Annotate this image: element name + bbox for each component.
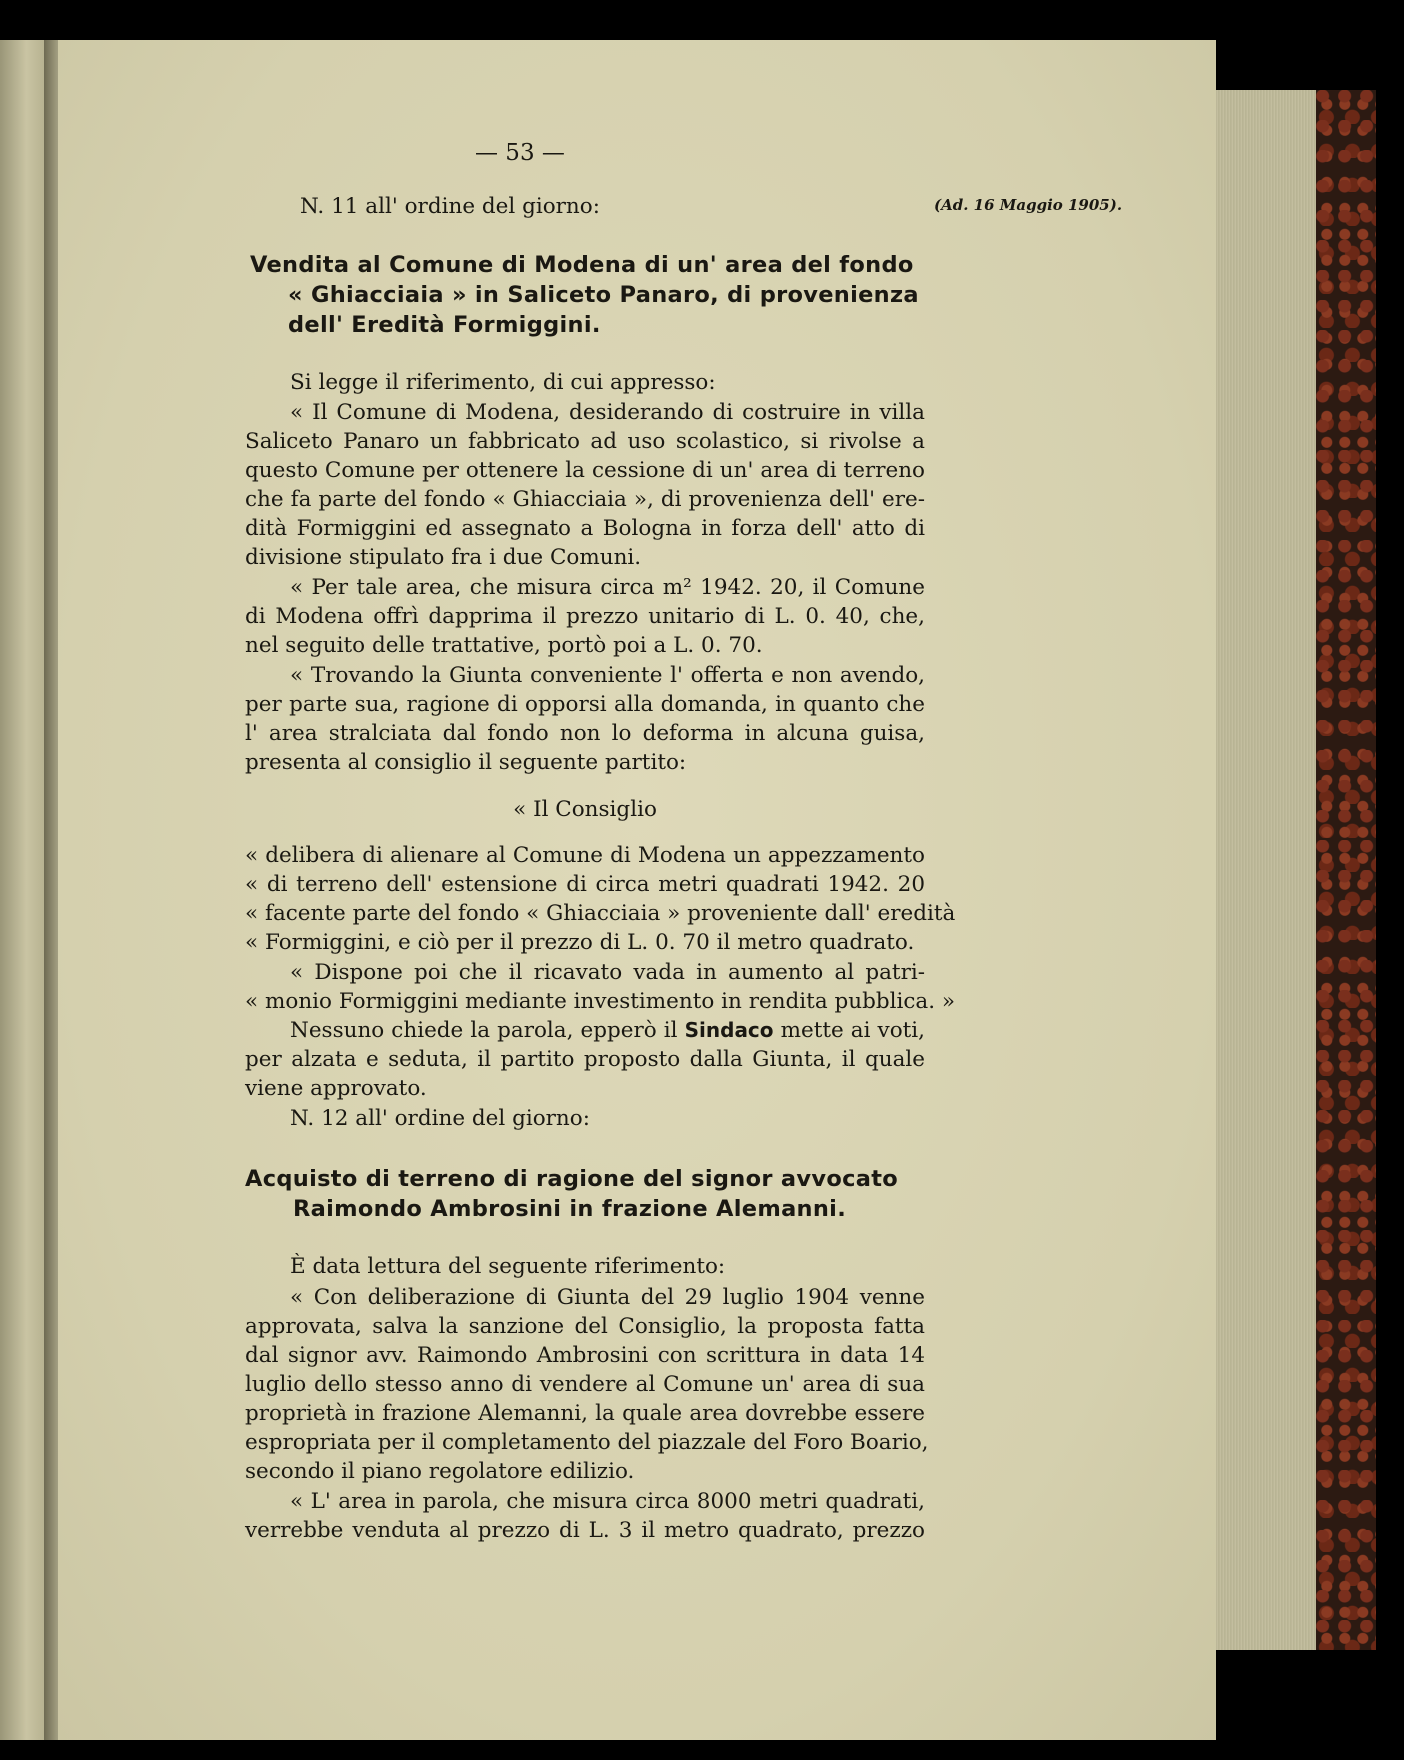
resolution-line: « monio Formiggini mediante investimento in rendita pubblica. » <box>245 989 956 1014</box>
council-heading: « Il Consiglio <box>513 797 657 822</box>
agenda-item-label: N. 11 all' ordine del giorno: <box>300 194 600 219</box>
paragraph-line: « L' area in parola, che misura circa 8000 metri quadrati, <box>290 1489 925 1514</box>
page-fore-edge <box>1216 90 1316 1650</box>
resolution-line: « delibera di alienare al Comune di Modena un appezzamento <box>245 843 925 868</box>
paragraph-line: secondo il piano regolatore edilizio. <box>245 1459 635 1484</box>
paragraph-line: approvata, salva la sanzione del Consiglio, la proposta fatta <box>245 1314 925 1339</box>
paragraph-line: per alzata e seduta, il partito proposto dalla Giunta, il quale <box>245 1047 925 1072</box>
paragraph-line: luglio dello stesso anno di vendere al Comune un' area di sua <box>245 1372 925 1397</box>
margin-date-note: (Ad. 16 Maggio 1905). <box>934 196 1123 214</box>
left-page-edge <box>0 40 44 1740</box>
book-gutter <box>44 40 58 1740</box>
resolution-line: « Dispone poi che il ricavato vada in aumento al patri- <box>290 960 925 985</box>
paragraph-line: « Trovando la Giunta conveniente l' offerta e non avendo, <box>290 663 925 688</box>
paragraph-line: che fa parte del fondo « Ghiacciaia », di provenienza dell' ere- <box>245 487 925 512</box>
resolution-line: « di terreno dell' estensione di circa metri quadrati 1942. 20 <box>245 872 925 897</box>
paragraph-line: « Con deliberazione di Giunta del 29 luglio 1904 venne <box>290 1285 925 1310</box>
paragraph-line: È data lettura del seguente riferimento: <box>290 1254 726 1279</box>
resolution-line: « facente parte del fondo « Ghiacciaia » proveniente dall' eredità <box>245 901 956 926</box>
paragraph-line: questo Comune per ottenere la cessione di un' area di terreno <box>245 458 925 483</box>
paragraph-line: verrebbe venduta al prezzo di L. 3 il metro quadrato, prezzo <box>245 1518 925 1543</box>
vote-text: Nessuno chiede la parola, epperò il <box>290 1018 678 1043</box>
paragraph-line: divisione stipulato fra i due Comuni. <box>245 545 642 570</box>
book-binding <box>1316 90 1376 1650</box>
vote-line <box>290 1020 925 1042</box>
section-title-line: « Ghiacciaia » in Saliceto Panaro, di provenienza <box>288 282 919 308</box>
paragraph-line: di Modena offrì dapprima il prezzo unitario di L. 0. 40, che, <box>245 604 925 629</box>
page-number: — 53 — <box>475 140 565 166</box>
paragraph-line: l' area stralciata dal fondo non lo deforma in alcuna guisa, <box>245 721 925 746</box>
paragraph-line: viene approvato. <box>245 1076 427 1101</box>
paragraph-line: dal signor avv. Raimondo Ambrosini con scrittura in data 14 <box>245 1343 925 1368</box>
paragraph-line: per parte sua, ragione di opporsi alla domanda, in quanto che <box>245 692 925 717</box>
resolution-line: « Formiggini, e ciò per il prezzo di L. 0. 70 il metro quadrato. <box>245 930 915 955</box>
paragraph-line: proprietà in frazione Alemanni, la quale area dovrebbe essere <box>245 1401 925 1426</box>
paragraph-line: Saliceto Panaro un fabbricato ad uso scolastico, si rivolse a <box>245 429 925 454</box>
section-title-line: dell' Eredità Formiggini. <box>288 312 601 338</box>
section-title-line: Vendita al Comune di Modena di un' area del fondo <box>250 252 914 278</box>
section-title-line: Raimondo Ambrosini in frazione Alemanni. <box>293 1196 847 1222</box>
paragraph-line: espropriata per il completamento del piazzale del Foro Boario, <box>245 1430 929 1455</box>
vote-text: mette ai voti, <box>780 1018 925 1043</box>
sindaco-label: Sindaco <box>684 1018 774 1042</box>
agenda-item-label: N. 12 all' ordine del giorno: <box>290 1106 590 1131</box>
paragraph-line: dità Formiggini ed assegnato a Bologna in forza dell' atto di <box>245 516 925 541</box>
paragraph-line: « Per tale area, che misura circa m² 1942. 20, il Comune <box>290 575 925 600</box>
section-title-line: Acquisto di terreno di ragione del signor avvocato <box>245 1166 899 1192</box>
paragraph-line: nel seguito delle trattative, portò poi a L. 0. 70. <box>245 633 763 658</box>
paragraph-line: Si legge il riferimento, di cui appresso: <box>290 370 716 395</box>
paragraph-line: presenta al consiglio il seguente partito: <box>245 750 687 775</box>
paragraph-line: « Il Comune di Modena, desiderando di costruire in villa <box>290 400 925 425</box>
